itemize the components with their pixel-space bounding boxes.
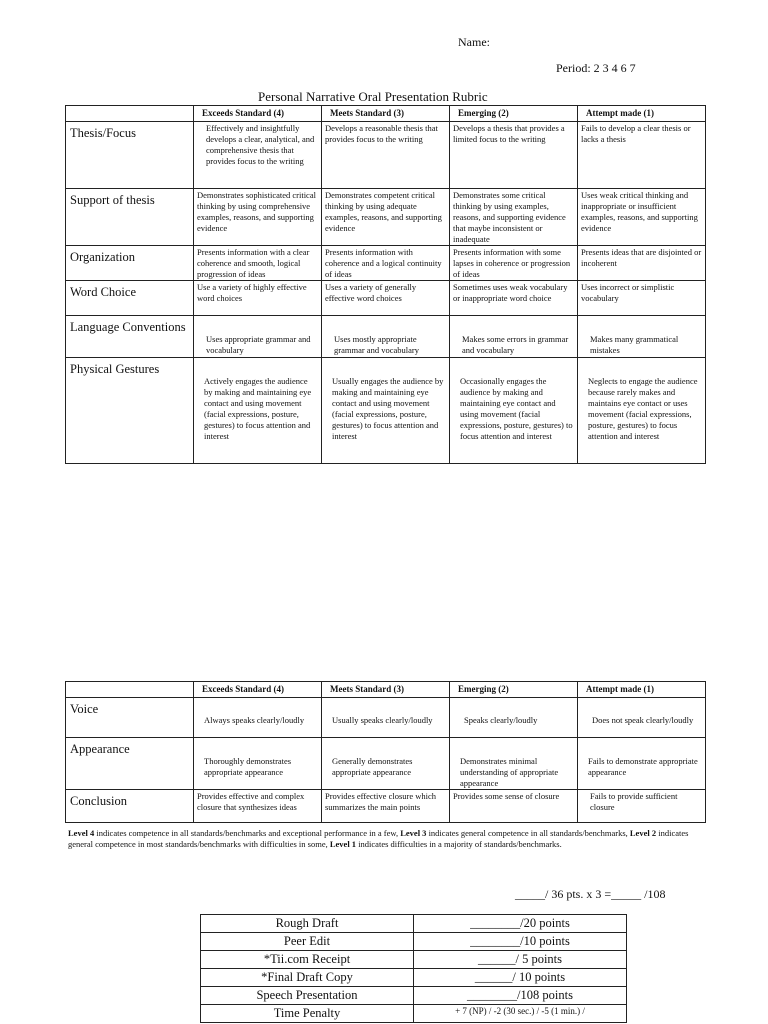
rubric-cell: Demonstrates sophisticated critical thinking by using comprehensive examples, reasons, and supporting evidence bbox=[194, 189, 322, 246]
points-value: ________/20 points bbox=[414, 915, 627, 933]
rubric-row-word-choice bbox=[66, 281, 706, 316]
rubric-table-delivery bbox=[65, 681, 706, 823]
points-item: Time Penalty bbox=[201, 1005, 414, 1023]
rubric-cell: Usually speaks clearly/loudly bbox=[322, 698, 450, 738]
rubric-cell: Develops a reasonable thesis that provides focus to the writing bbox=[322, 122, 450, 189]
points-value: ______/ 5 points bbox=[414, 951, 627, 969]
rubric-cell: Uses weak critical thinking and inappropriate or insufficient examples, reasons, and supporting evidence bbox=[578, 189, 706, 246]
criterion-label: Support of thesis bbox=[66, 189, 194, 246]
rubric-row-thesis bbox=[66, 122, 706, 189]
criterion-label: Appearance bbox=[66, 738, 194, 790]
rubric-row-organization bbox=[66, 246, 706, 281]
column-header: Exceeds Standard (4) bbox=[194, 682, 322, 698]
page-title: Personal Narrative Oral Presentation Rubric bbox=[258, 89, 488, 104]
rubric-cell: Fails to develop a clear thesis or lacks a thesis bbox=[578, 122, 706, 189]
rubric-table-main bbox=[65, 105, 706, 464]
points-row bbox=[201, 987, 627, 1005]
points-item: Speech Presentation bbox=[201, 987, 414, 1005]
criterion-label: Organization bbox=[66, 246, 194, 281]
rubric-cell: Use a variety of highly effective word choices bbox=[194, 281, 322, 316]
rubric-cell: Uses a variety of generally effective word choices bbox=[322, 281, 450, 316]
rubric-cell: Occasionally engages the audience by making and maintaining eye contact and using movement (facial expressions, posture, gestures) to focus attention and interest bbox=[450, 358, 578, 464]
criterion-label: Voice bbox=[66, 698, 194, 738]
rubric-cell: Makes some errors in grammar and vocabulary bbox=[450, 316, 578, 358]
rubric-cell: Presents information with some lapses in coherence or progression of ideas bbox=[450, 246, 578, 281]
points-row bbox=[201, 915, 627, 933]
levels-note bbox=[68, 828, 708, 850]
criterion-label: Word Choice bbox=[66, 281, 194, 316]
header-blank bbox=[66, 682, 194, 698]
rubric-cell: Presents information with coherence and a logical continuity of ideas bbox=[322, 246, 450, 281]
rubric-cell: Fails to provide sufficient closure bbox=[578, 790, 706, 823]
points-item: Peer Edit bbox=[201, 933, 414, 951]
column-header: Attempt made (1) bbox=[578, 106, 706, 122]
points-row bbox=[201, 1005, 627, 1023]
rubric-row-gestures bbox=[66, 358, 706, 464]
rubric-cell: Demonstrates competent critical thinking by using adequate examples, reasons, and supporting evidence bbox=[322, 189, 450, 246]
column-header: Meets Standard (3) bbox=[322, 106, 450, 122]
rubric-cell: Makes many grammatical mistakes bbox=[578, 316, 706, 358]
points-item: Rough Draft bbox=[201, 915, 414, 933]
points-value: + 7 (NP) / -2 (30 sec.) / -5 (1 min.) / bbox=[414, 1005, 627, 1023]
name-label: Name: bbox=[458, 35, 490, 49]
rubric-cell: Always speaks clearly/loudly bbox=[194, 698, 322, 738]
level-1-label: Level 1 bbox=[329, 839, 357, 849]
rubric-cell: Provides effective and complex closure that synthesizes ideas bbox=[194, 790, 322, 823]
level-2-text: indicates general competence in most standards/benchmarks with difficulties in some, bbox=[68, 828, 689, 849]
level-3-label: Level 3 bbox=[400, 828, 427, 838]
column-header: Emerging (2) bbox=[450, 682, 578, 698]
rubric-cell: Demonstrates some critical thinking by using examples, reasons, and supporting evidence that maybe inconsistent or inadequate bbox=[450, 189, 578, 246]
header-blank bbox=[66, 106, 194, 122]
rubric-cell: Generally demonstrates appropriate appearance bbox=[322, 738, 450, 790]
rubric-cell: Neglects to engage the audience because rarely makes and maintains eye contact or uses movement (facial expressions, posture, gestures) to focus attention and interest bbox=[578, 358, 706, 464]
criterion-label: Physical Gestures bbox=[66, 358, 194, 464]
rubric-cell: Uses incorrect or simplistic vocabulary bbox=[578, 281, 706, 316]
rubric-cell: Uses appropriate grammar and vocabulary bbox=[194, 316, 322, 358]
points-item: *Final Draft Copy bbox=[201, 969, 414, 987]
points-row bbox=[201, 951, 627, 969]
level-2-label: Level 2 bbox=[629, 828, 657, 838]
rubric-cell: Provides some sense of closure bbox=[450, 790, 578, 823]
level-4-text: indicates competence in all standards/benchmarks and exceptional performance in a few, bbox=[94, 828, 401, 838]
level-3-text: indicates general competence in all standards/benchmarks, bbox=[426, 828, 630, 838]
rubric-cell: Fails to demonstrate appropriate appearance bbox=[578, 738, 706, 790]
criterion-label: Thesis/Focus bbox=[66, 122, 194, 189]
period-label: Period: 2 3 4 6 7 bbox=[556, 61, 636, 75]
rubric-cell: Presents ideas that are disjointed or incoherent bbox=[578, 246, 706, 281]
level-1-text: indicates difficulties in a majority of standards/benchmarks. bbox=[356, 839, 562, 849]
column-header: Emerging (2) bbox=[450, 106, 578, 122]
rubric-row-language bbox=[66, 316, 706, 358]
column-header: Attempt made (1) bbox=[578, 682, 706, 698]
rubric-cell: Provides effective closure which summarizes the main points bbox=[322, 790, 450, 823]
column-header: Exceeds Standard (4) bbox=[194, 106, 322, 122]
column-header: Meets Standard (3) bbox=[322, 682, 450, 698]
criterion-label: Conclusion bbox=[66, 790, 194, 823]
rubric-header-row bbox=[66, 106, 706, 122]
score-line: _____/ 36 pts. x 3 =_____ /108 bbox=[515, 887, 666, 901]
rubric-cell: Demonstrates minimal understanding of appropriate appearance bbox=[450, 738, 578, 790]
rubric-cell: Develops a thesis that provides a limited focus to the writing bbox=[450, 122, 578, 189]
points-item: *Tii.com Receipt bbox=[201, 951, 414, 969]
rubric-cell: Does not speak clearly/loudly bbox=[578, 698, 706, 738]
rubric-row-appearance bbox=[66, 738, 706, 790]
points-value: ________/10 points bbox=[414, 933, 627, 951]
rubric-row-support bbox=[66, 189, 706, 246]
points-value: ______/ 10 points bbox=[414, 969, 627, 987]
rubric-cell: Usually engages the audience by making and maintaining eye contact and using movement (facial expressions, posture, gestures) to focus attention and interest bbox=[322, 358, 450, 464]
rubric-row-conclusion bbox=[66, 790, 706, 823]
rubric-cell: Thoroughly demonstrates appropriate appearance bbox=[194, 738, 322, 790]
rubric-cell: Uses mostly appropriate grammar and vocabulary bbox=[322, 316, 450, 358]
points-value: ________/108 points bbox=[414, 987, 627, 1005]
criterion-label: Language Conventions bbox=[66, 316, 194, 358]
rubric-cell: Presents information with a clear coherence and smooth, logical progression of ideas bbox=[194, 246, 322, 281]
rubric-cell: Effectively and insightfully develops a clear, analytical, and comprehensive thesis that provides focus to the writing bbox=[194, 122, 322, 189]
rubric-header-row bbox=[66, 682, 706, 698]
points-table bbox=[200, 914, 627, 1023]
rubric-cell: Sometimes uses weak vocabulary or inappropriate word choice bbox=[450, 281, 578, 316]
points-row bbox=[201, 933, 627, 951]
rubric-cell: Actively engages the audience by making and maintaining eye contact and using movement (facial expressions, posture, gestures) to focus attention and interest bbox=[194, 358, 322, 464]
rubric-row-voice bbox=[66, 698, 706, 738]
rubric-cell: Speaks clearly/loudly bbox=[450, 698, 578, 738]
points-row bbox=[201, 969, 627, 987]
level-4-label: Level 4 bbox=[68, 828, 95, 838]
